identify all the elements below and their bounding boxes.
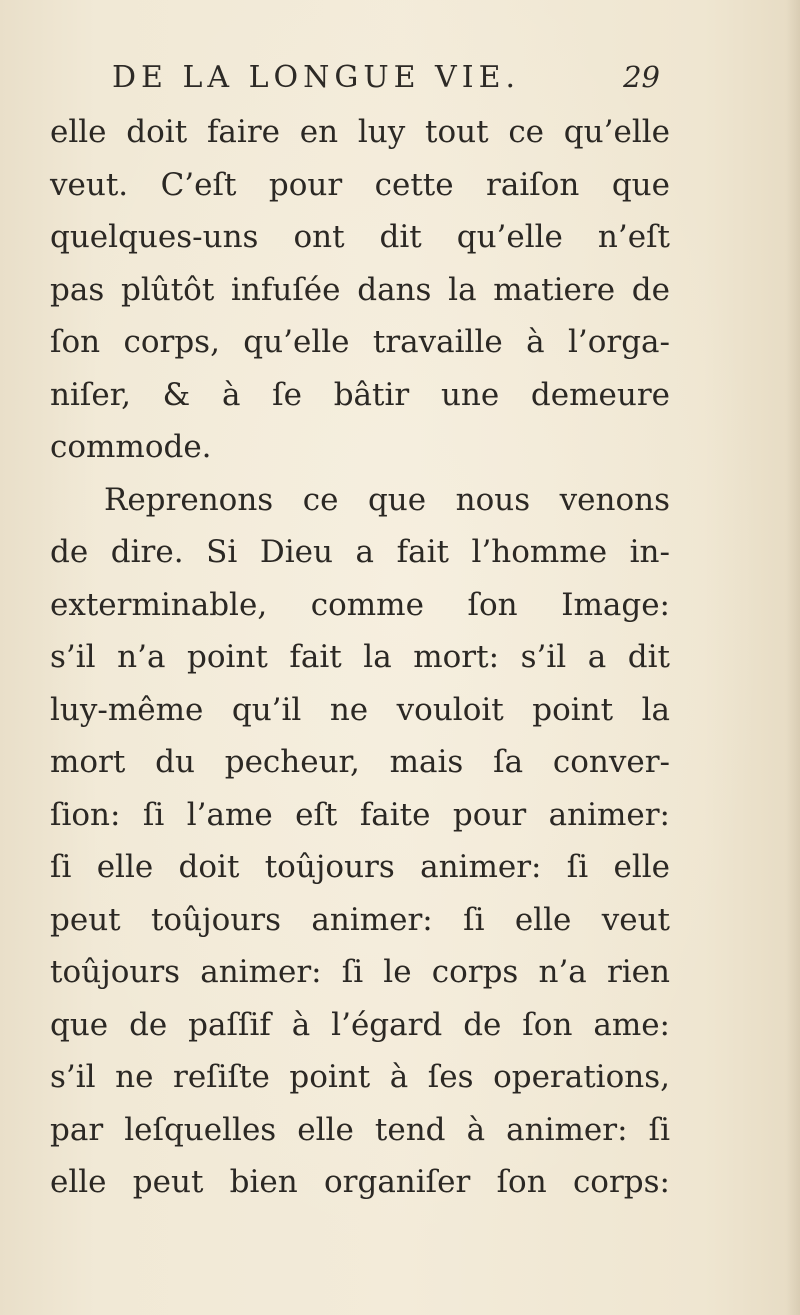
text-line: Reprenons ce que nous venons bbox=[104, 481, 670, 518]
text-line: toûjours animer: ſi le corps n’a rien bbox=[50, 954, 670, 990]
text-line: luy-même qu’il ne vouloit point la bbox=[50, 691, 670, 728]
text-line: s’il ne reſiſte point à ſes operations, bbox=[50, 1059, 670, 1095]
text-line: mort du pecheur, mais ſa conver- bbox=[50, 744, 670, 780]
text-line: elle peut bien organiſer ſon corps: bbox=[50, 1164, 670, 1200]
text-line: elle doit faire en luy tout ce qu’elle bbox=[50, 114, 670, 150]
text-line: de dire. Si Dieu a fait l’homme in- bbox=[50, 534, 670, 570]
text-line: que de paſſif à l’égard de ſon ame: bbox=[50, 1006, 670, 1043]
text-line: s’il n’a point fait la mort: s’il a dit bbox=[50, 639, 670, 675]
text-line: par leſquelles elle tend à animer: ſi bbox=[50, 1111, 670, 1148]
text-line: peut toûjours animer: ſi elle veut bbox=[50, 901, 670, 938]
text-line: quelques-uns ont dit qu’elle n’eſt bbox=[50, 219, 670, 255]
text-line: ſon corps, qu’elle travaille à l’orga- bbox=[50, 324, 670, 360]
text-line: commode. bbox=[50, 429, 212, 465]
running-head: DE LA LONGUE VIE. bbox=[112, 60, 521, 95]
page-header bbox=[112, 56, 672, 100]
text-line: exterminable, comme ſon Image: bbox=[50, 586, 670, 623]
text-line: ſi elle doit toûjours animer: ſi elle bbox=[50, 849, 670, 885]
page-number: 29 bbox=[623, 60, 660, 94]
body-text bbox=[50, 106, 670, 1209]
text-line: ſion: ſi l’ame eſt faite pour animer: bbox=[50, 796, 670, 833]
text-line: veut. C’eſt pour cette raiſon que bbox=[50, 166, 670, 203]
text-line: niſer, & à ſe bâtir une demeure bbox=[50, 376, 670, 413]
text-line: pas plûtôt infuſée dans la matiere de bbox=[50, 271, 670, 308]
page-edge-shadow bbox=[786, 0, 800, 1315]
